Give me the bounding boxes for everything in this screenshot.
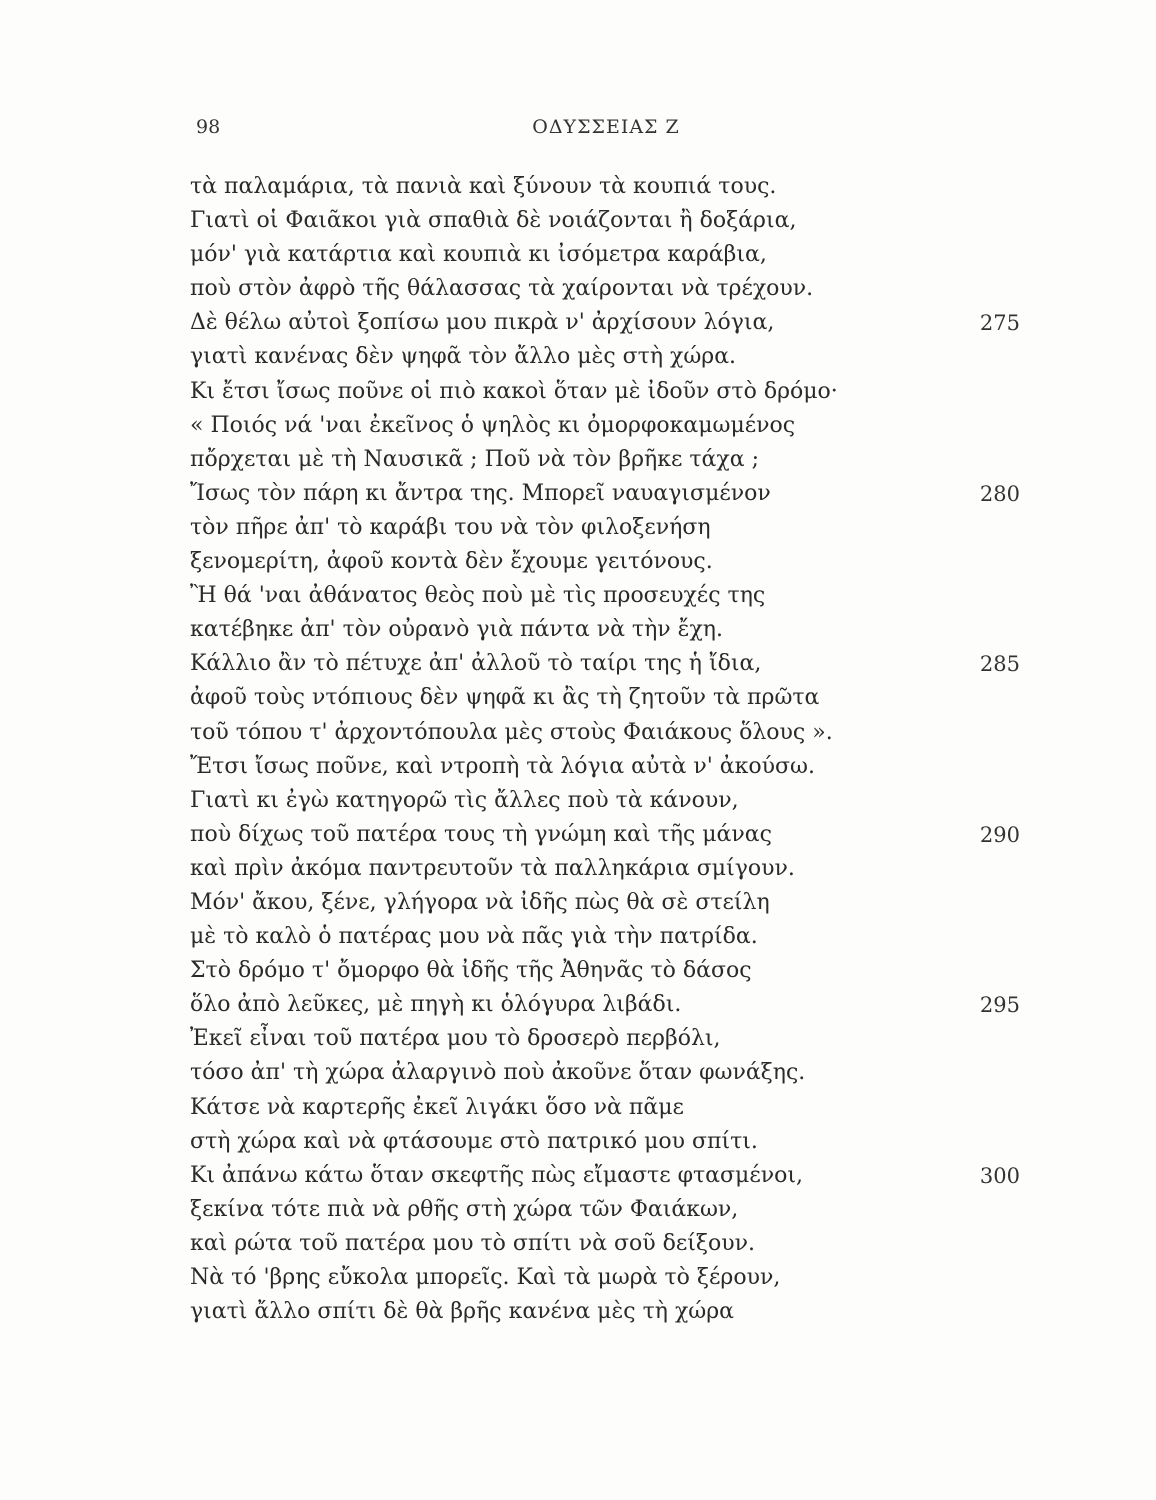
verse-line (190, 784, 1020, 818)
verse-line (190, 1091, 1020, 1125)
verse-text: ποὺ στὸν ἀφρὸ τῆς θάλασσας τὰ χαίρονται νὰ τρέχουν. (190, 276, 814, 302)
verse-line (190, 511, 1020, 545)
verse-text: ποὺ δίχως τοῦ πατέρα τους τὴ γνώμη καὶ τῆς μάνας (190, 821, 772, 847)
line-number: 275 (979, 311, 1020, 336)
line-number: 290 (979, 822, 1020, 847)
verse-line (190, 954, 1020, 988)
verse-text: Ἔτσι ἴσως ποῦνε, καὶ ντροπὴ τὰ λόγια αὐτὰ ν' ἀκούσω. (190, 753, 815, 779)
verse-line (190, 1056, 1020, 1090)
verse-text: Νὰ τό 'βρης εὔκολα μπορεῖς. Καὶ τὰ μωρὰ τὸ ξέρουν, (190, 1265, 781, 1290)
line-number: 285 (979, 652, 1020, 677)
verse-line (190, 716, 1020, 750)
verse-text: « Ποιός νά 'ναι ἐκεῖνος ὁ ψηλὸς κι ὀμορφοκαμωμένος (190, 412, 796, 438)
verse-text: Ἐκεῖ εἶναι τοῦ πατέρα μου τὸ δροσερὸ περβόλι, (190, 1026, 721, 1052)
verse-text: Μόν' ἄκου, ξένε, γλήγορα νὰ ἰδῆς πὼς θὰ σὲ στείλη (190, 889, 770, 915)
verse-line (190, 545, 1020, 579)
verse-line (190, 613, 1020, 647)
verse-line (190, 750, 1020, 784)
verse-text: Ἴσως τὸν πάρη κι ἄντρα της. Μπορεῖ ναυαγισμένον (190, 480, 771, 506)
verse-text: ξενομερίτη, ἀφοῦ κοντὰ δὲν ἔχουμε γειτόνους. (190, 549, 713, 575)
verse-line (190, 818, 1020, 852)
verse-text: τὰ παλαμάρια, τὰ πανιὰ καὶ ξύνουν τὰ κουπιά τους. (190, 174, 777, 199)
page-header (196, 116, 1016, 146)
verse-text: στὴ χώρα καὶ νὰ φτάσουμε στὸ πατρικό μου σπίτι. (190, 1128, 758, 1154)
verse-line (190, 409, 1020, 443)
verse-text: Γιατὶ οἱ Φαιᾶκοι γιὰ σπαθιὰ δὲ νοιάζονται ἢ δοξάρια, (190, 208, 797, 234)
verse-line (190, 1193, 1020, 1227)
line-number: 280 (979, 481, 1020, 506)
verse-text: Κι ἔτσι ἴσως ποῦνε οἱ πιὸ κακοὶ ὅταν μὲ ἰδοῦν στὸ δρόμο· (190, 378, 838, 404)
verse-text: τοῦ τόπου τ' ἀρχοντόπουλα μὲς στοὺς Φαιάκους ὅλους ». (190, 719, 833, 745)
verse-line (190, 1261, 1020, 1295)
verse-text: καὶ ρώτα τοῦ πατέρα μου τὸ σπίτι νὰ σοῦ δείξουν. (190, 1230, 756, 1256)
verse-text: ἀφοῦ τοὺς ντόπιους δὲν ψηφᾶ κι ἂς τὴ ζητοῦν τὰ πρῶτα (190, 685, 820, 711)
verse-line (190, 681, 1020, 715)
verse-line (190, 443, 1020, 477)
verse-text: γιατὶ ἄλλο σπίτι δὲ θὰ βρῆς κανένα μὲς τὴ χώρα (190, 1299, 735, 1325)
verse-text: καὶ πρὶν ἀκόμα παντρευτοῦν τὰ παλληκάρια σμίγουν. (190, 855, 795, 881)
verse-line (190, 1159, 1020, 1193)
verse-text: Κάτσε νὰ καρτερῆς ἐκεῖ λιγάκι ὅσο νὰ πᾶμε (190, 1094, 684, 1120)
verse-line (190, 375, 1020, 409)
verse-text: ὅλο ἀπὸ λεῦκες, μὲ πηγὴ κι ὁλόγυρα λιβάδι. (190, 992, 682, 1018)
verse-text: πὄρχεται μὲ τὴ Ναυσικᾶ ; Ποῦ νὰ τὸν βρῆκε τάχα ; (190, 446, 759, 472)
verse-line (190, 340, 1020, 374)
verse-line (190, 306, 1020, 340)
verse-text: Δὲ θέλω αὐτοὶ ξοπίσω μου πικρὰ ν' ἀρχίσουν λόγια, (190, 310, 775, 336)
page-number: 98 (196, 116, 221, 138)
verse-line (190, 272, 1020, 306)
verse-text: μόν' γιὰ κατάρτια καὶ κουπιὰ κι ἰσόμετρα καράβια, (190, 242, 767, 268)
verse-line (190, 647, 1020, 681)
line-number: 300 (979, 1163, 1020, 1188)
verse-block (190, 170, 1020, 1329)
verse-line (190, 579, 1020, 613)
verse-line (190, 170, 1020, 204)
verse-line (190, 920, 1020, 954)
verse-line (190, 988, 1020, 1022)
verse-text: τὸν πῆρε ἀπ' τὸ καράβι του νὰ τὸν φιλοξενήση (190, 514, 711, 540)
line-number: 295 (979, 993, 1020, 1018)
verse-line (190, 1022, 1020, 1056)
verse-line (190, 852, 1020, 886)
verse-line (190, 477, 1020, 511)
verse-line (190, 1227, 1020, 1261)
verse-text: ξεκίνα τότε πιὰ νὰ ρθῆς στὴ χώρα τῶν Φαιάκων, (190, 1196, 739, 1222)
verse-text: κατέβηκε ἀπ' τὸν οὐρανὸ γιὰ πάντα νὰ τὴν ἔχη. (190, 617, 723, 643)
verse-line (190, 886, 1020, 920)
verse-text: γιατὶ κανένας δὲν ψηφᾶ τὸν ἄλλο μὲς στὴ χώρα. (190, 344, 737, 370)
verse-line (190, 204, 1020, 238)
verse-text: Κι ἀπάνω κάτω ὅταν σκεφτῆς πὼς εἴμαστε φτασμένοι, (190, 1162, 803, 1188)
running-title: ΟΔΥΣΣΕΙΑΣ Ζ (532, 116, 680, 138)
verse-text: τόσο ἀπ' τὴ χώρα ἀλαργινὸ ποὺ ἀκοῦνε ὅταν φωνάξης. (190, 1060, 806, 1086)
verse-line (190, 1295, 1020, 1329)
verse-line (190, 238, 1020, 272)
verse-text: Στὸ δρόμο τ' ὄμορφο θὰ ἰδῆς τῆς Ἀθηνᾶς τὸ δάσος (190, 958, 752, 984)
verse-text: Ἢ θά 'ναι ἀθάνατος θεὸς ποὺ μὲ τὶς προσευχές της (190, 583, 766, 609)
verse-line (190, 1125, 1020, 1159)
verse-text: μὲ τὸ καλὸ ὁ πατέρας μου νὰ πᾶς γιὰ τὴν πατρίδα. (190, 924, 758, 950)
verse-text: Γιατὶ κι ἐγὼ κατηγορῶ τὶς ἄλλες ποὺ τὰ κάνουν, (190, 787, 739, 813)
verse-text: Κάλλιο ἂν τὸ πέτυχε ἀπ' ἀλλοῦ τὸ ταίρι της ἡ ἴδια, (190, 651, 762, 677)
